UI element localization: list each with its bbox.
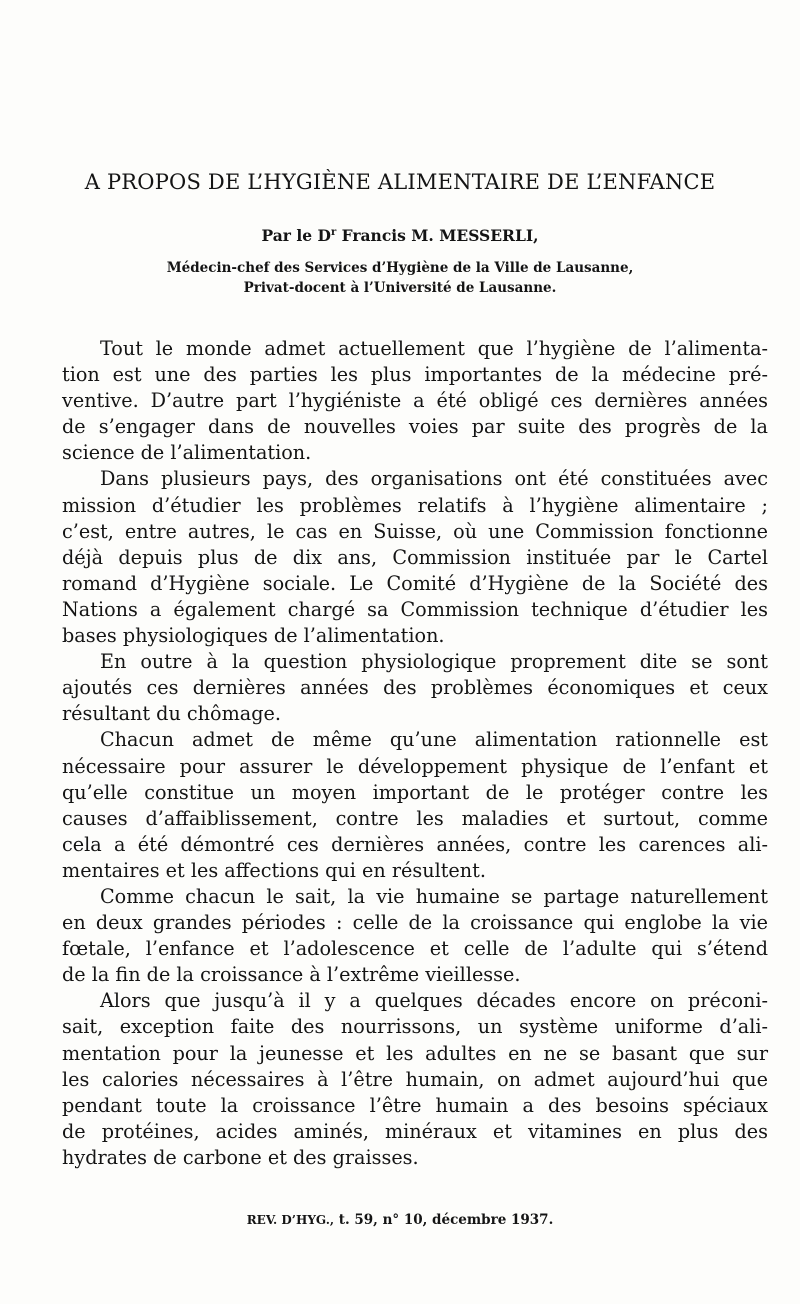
- text-line: fœtale, l’enfance et l’adolescence et celle de l’adulte qui s’étend: [62, 937, 768, 961]
- text-line: science de l’alimentation.: [62, 441, 312, 465]
- text-line: Dans plusieurs pays, des organisations ont été constituées avec: [100, 467, 768, 491]
- paragraph: [62, 988, 768, 1171]
- text-line: nécessaire pour assurer le développement physique de l’enfant et: [62, 754, 768, 778]
- author-affiliation: [40, 258, 760, 298]
- text-line: Chacun admet de même qu’une alimentation rationnelle est: [100, 728, 768, 752]
- text-line: Comme chacun le sait, la vie humaine se partage naturellement: [100, 884, 768, 908]
- text-line: romand d’Hygiène sociale. Le Comité d’Hygiène de la Société des: [62, 571, 768, 595]
- text-line: cela a été démontré ces dernières années, contre les carences ali-: [62, 832, 768, 856]
- citation-details: t. 59, n° 10, décembre 1937.: [334, 1212, 554, 1228]
- text-line: de protéines, acides aminés, minéraux et vitamines en plus des: [62, 1119, 768, 1143]
- text-line: de s’engager dans de nouvelles voies par suite des progrès de la: [62, 415, 768, 439]
- paragraph: [62, 336, 768, 466]
- text-line: hydrates de carbone et des graisses.: [62, 1145, 419, 1169]
- affiliation-line: Privat-docent à l’Université de Lausanne.: [243, 280, 557, 296]
- text-line: En outre à la question physiologique proprement dite se sont: [100, 650, 768, 674]
- text-line: en deux grandes périodes : celle de la croissance qui englobe la vie: [62, 911, 768, 935]
- text-line: Nations a également chargé sa Commission technique d’étudier les: [62, 597, 768, 621]
- text-line: pendant toute la croissance l’être humain a des besoins spéciaux: [62, 1093, 768, 1117]
- text-line: résultant du chômage.: [62, 702, 281, 726]
- text-line: tion est une des parties les plus importantes de la médecine pré-: [62, 363, 768, 387]
- text-line: déjà depuis plus de dix ans, Commission instituée par le Cartel: [62, 545, 768, 569]
- text-line: ajoutés ces dernières années des problèmes économiques et ceux: [62, 676, 768, 700]
- text-line: mission d’étudier les problèmes relatifs à l’hygiène alimentaire ;: [62, 493, 768, 517]
- text-line: mentation pour la jeunesse et les adultes en ne se basant que sur: [62, 1041, 768, 1065]
- text-line: causes d’affaiblissement, contre les maladies et surtout, comme: [62, 806, 768, 830]
- text-line: sait, exception faite des nourrissons, un système uniforme d’ali-: [62, 1015, 768, 1039]
- journal-citation: [40, 1212, 760, 1228]
- text-line: Alors que jusqu’à il y a quelques décades encore on préconi-: [100, 989, 768, 1013]
- byline-superscript: r: [330, 226, 337, 238]
- article-title: A PROPOS DE L’HYGIÈNE ALIMENTAIRE DE L’ENFANCE: [84, 170, 716, 194]
- text-line: Tout le monde admet actuellement que l’hygiène de l’alimenta-: [100, 337, 768, 360]
- affiliation-line: Médecin-chef des Services d’Hygiène de la Ville de Lausanne,: [166, 260, 634, 276]
- text-line: qu’elle constitue un moyen important de le protéger contre les: [62, 780, 768, 804]
- text-line: c’est, entre autres, le cas en Suisse, où une Commission fonctionne: [62, 519, 768, 543]
- paragraph: [62, 649, 768, 727]
- author-byline: [40, 226, 760, 245]
- paragraph: [62, 466, 768, 649]
- text-line: de la fin de la croissance à l’extrême vieillesse.: [62, 963, 521, 987]
- paragraph: [62, 884, 768, 988]
- byline-prefix: Par le D: [261, 226, 331, 245]
- text-line: mentaires et les affections qui en résultent.: [62, 858, 486, 882]
- text-line: ventive. D’autre part l’hygiéniste a été obligé ces dernières années: [62, 389, 768, 413]
- article-body: [62, 336, 768, 1171]
- journal-name: REV. D’HYG.,: [246, 1213, 335, 1227]
- paragraph: [62, 727, 768, 884]
- author-name: Francis M. MESSERLI,: [336, 226, 539, 245]
- text-line: les calories nécessaires à l’être humain, on admet aujourd’hui que: [62, 1067, 768, 1091]
- text-line: bases physiologiques de l’alimentation.: [62, 624, 445, 648]
